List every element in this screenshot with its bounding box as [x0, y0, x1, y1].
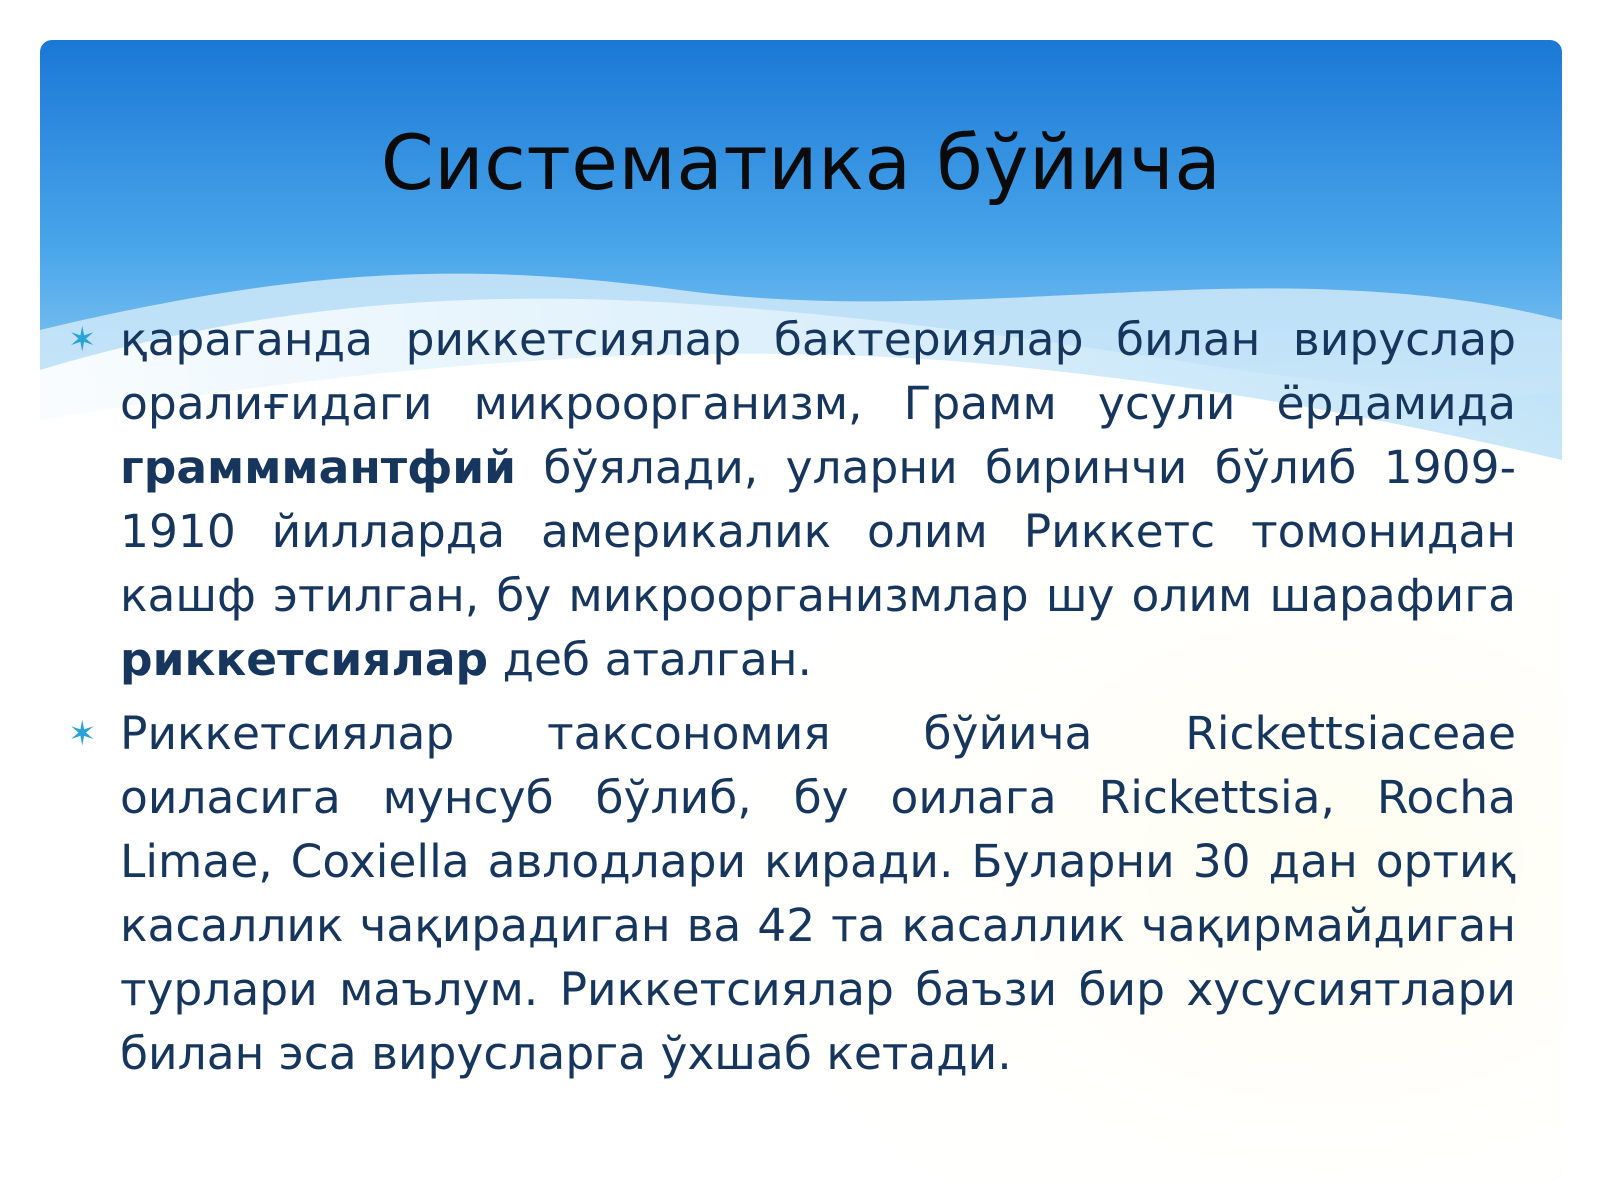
bullet-1-bold-term-2: риккетсиялар	[120, 633, 489, 686]
bullet-item-1	[68, 308, 1516, 692]
star-bullet-icon: ✶	[68, 714, 97, 754]
star-bullet-icon: ✶	[68, 320, 97, 360]
bullet-1-text-part-2: бўялади, уларни биринчи бўлиб 1909-1910 йилларда америкалик олим Риккетс томонидан кашф этилган, бу микроорганизмлар шу олим шарафига	[120, 441, 1516, 622]
bullet-1-bold-term-1: грамммантфий	[120, 441, 517, 494]
bullet-1-text-part-3: деб аталган.	[488, 633, 812, 686]
slide	[40, 40, 1562, 1180]
bullet-1-text-part-1: қараганда риккетсиялар бактериялар билан вируслар оралиғидаги микроорганизм, Грамм усули ёрдамида	[120, 313, 1516, 430]
slide-title: Систематика бўйича	[380, 118, 1222, 207]
bullet-list	[68, 308, 1516, 1096]
bullet-item-2	[68, 702, 1516, 1086]
bullet-2-text: Риккетсиялар таксономия бўйича Rickettsiaceae оиласига мунсуб бўлиб, бу оилага Rickettsia, Rocha Limae, Coxiella авлодлари киради. Буларни 30 дан ортиқ касаллик чақирадиган ва 42 та касаллик чақирмайдиган турлари маълум. Риккетсиялар баъзи бир хусусиятлари билан эса вирусларга ўхшаб кетади.	[120, 707, 1516, 1080]
